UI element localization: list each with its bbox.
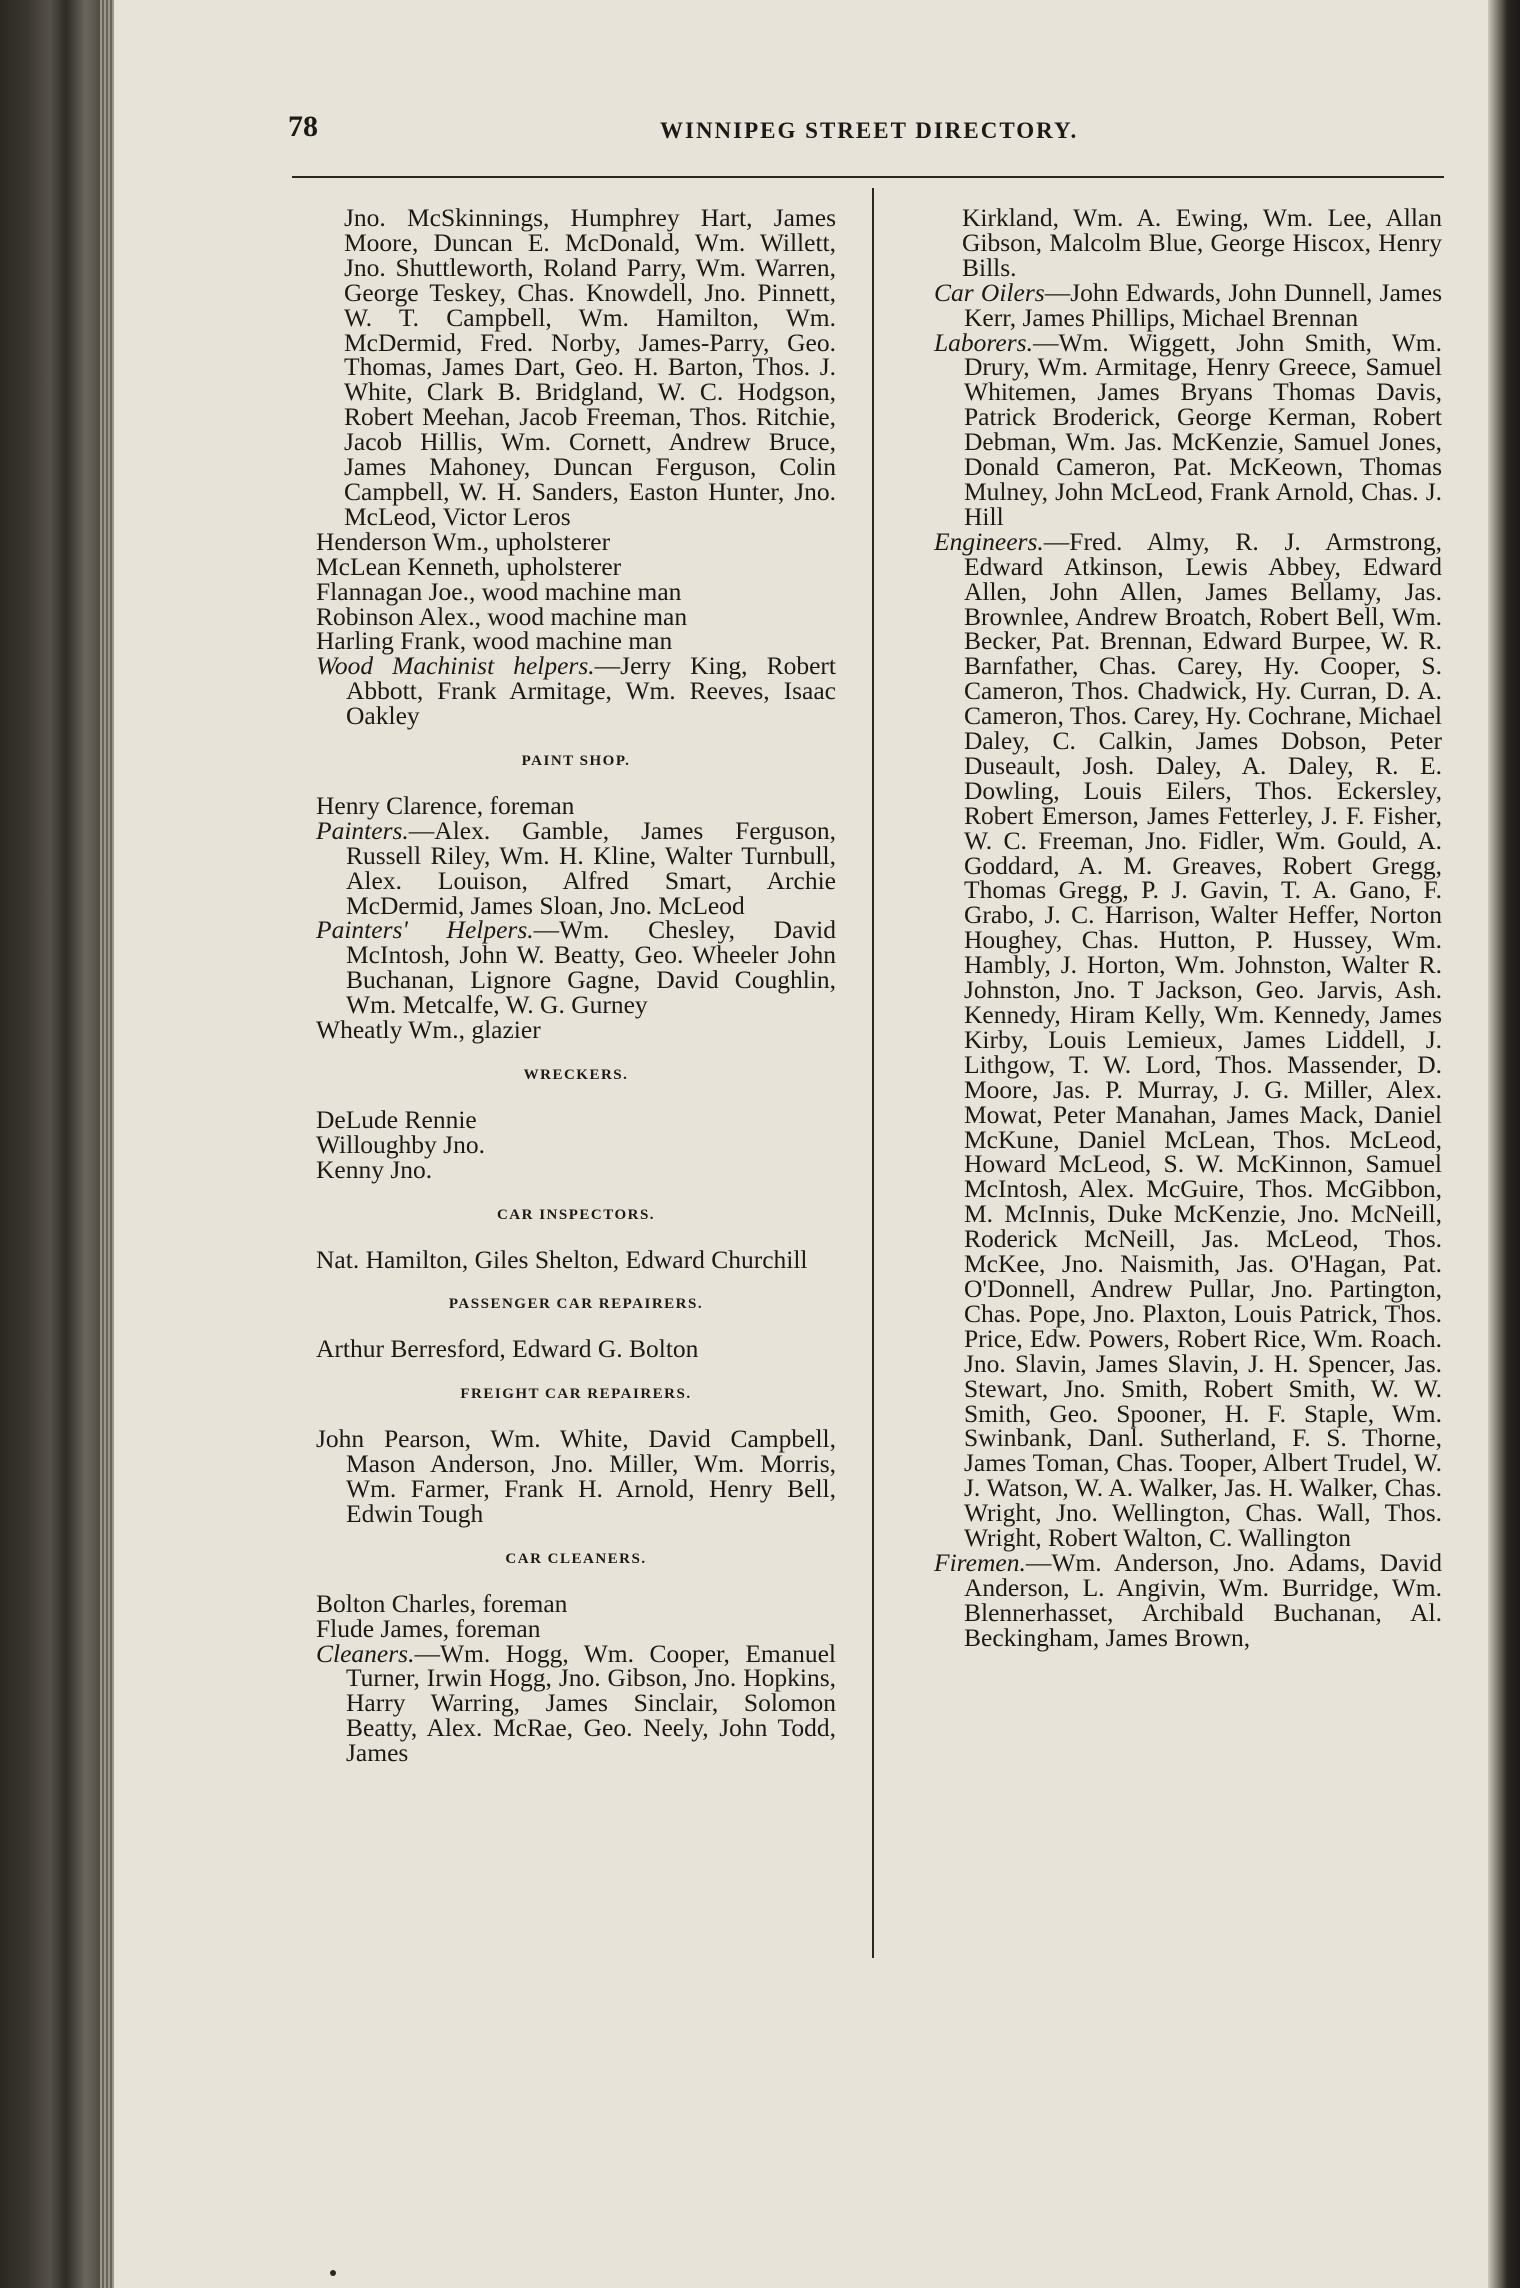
name-list: Kirkland, Wm. A. Ewing, Wm. Lee, Allan Gibson, Malcolm Blue, George Hiscox, Henry Bills.	[962, 203, 1442, 282]
trade-group	[934, 277, 1442, 332]
name-list: John Pearson, Wm. White, David Campbell, Mason Anderson, Jno. Miller, Wm. Morris, Wm. Farmer, Frank H. Arnold, Henry Bell, Edwin Tough	[316, 1424, 836, 1528]
section-heading: WRECKERS.	[523, 1067, 629, 1083]
section-heading: PAINT SHOP.	[521, 753, 631, 770]
right-column	[934, 203, 1442, 1652]
page-header	[288, 110, 1448, 150]
directory-entry: Kenny Jno.	[316, 1154, 433, 1184]
left-column	[316, 203, 836, 1768]
name-list: Jno. McSkinnings, Humphrey Hart, James Moore, Duncan E. McDonald, Wm. Willett, Jno. Shuttleworth, Roland Parry, Wm. Warren, George Teskey, Chas. Knowdell, Jno. Pinnett, W. T. Campbell, Wm. Hamilton, Wm. McDermid, Fred. Norby, James-Parry, Geo. Thomas, James Dart, Geo. H. Barton, Thos. J. White, Clark B. Bridgland, W. C. Hodgson, Robert Meehan, Jacob Freeman, Thos. Ritchie, Jacob Hillis, Wm. Cornett, Andrew Bruce, James Mahoney, Duncan Ferguson, Colin Campbell, W. H. Sanders, Easton Hunter, Jno. McLeod, Victor Leros	[344, 203, 836, 531]
trade-label: Laborers.	[934, 327, 1033, 357]
directory-entry: Bolton Charles, foreman	[316, 1588, 568, 1618]
name-list: Nat. Hamilton, Giles Shelton, Edward Churchill	[316, 1244, 808, 1274]
trade-names: —Alex. Gamble, James Ferguson, Russell Riley, Wm. H. Kline, Walter Turnbull, Alex. Louison, Alfred Smart, Archie McDermid, James Sloan, Jno. McLeod	[346, 815, 836, 920]
section-heading: CAR INSPECTORS.	[496, 1206, 656, 1223]
page-edges	[100, 0, 114, 2288]
directory-entry: Henry Clarence, foreman	[316, 790, 575, 820]
section-heading: PASSENGER CAR REPAIRERS.	[448, 1296, 704, 1313]
trade-names: —Wm. Chesley, David McIntosh, John W. Beatty, Geo. Wheeler John Buchanan, Lignore Gagne, David Coughlin, Wm. Metcalfe, W. G. Gurney	[346, 915, 836, 1020]
page-number: 78	[288, 110, 318, 143]
trade-group	[316, 651, 836, 731]
trade-label: Car Oilers	[934, 277, 1045, 307]
book-spine	[0, 0, 110, 2288]
header-rule	[292, 176, 1444, 178]
directory-entry: McLean Kenneth, upholsterer	[316, 551, 622, 581]
trade-group	[934, 327, 1442, 531]
directory-entry: Robinson Alex., wood machine man	[316, 601, 688, 631]
trade-names: —Wm. Wiggett, John Smith, Wm. Drury, Wm. Armitage, Henry Greece, Samuel Whitemen, James Bryans Thomas Davis, Patrick Broderick, George Kerman, Robert Debman, Wm. Jas. McKenzie, Samuel Jones, Donald Cameron, Pat. McKeown, Thomas Mulney, John McLeod, Frank Arnold, Chas. J. Hill	[964, 327, 1442, 531]
ink-speck	[330, 2270, 336, 2276]
running-title: WINNIPEG STREET DIRECTORY.	[660, 118, 1079, 143]
trade-group	[316, 815, 836, 920]
trade-label: Painters.	[316, 815, 409, 845]
section-heading: FREIGHT CAR REPAIRERS.	[460, 1386, 692, 1403]
trade-group	[316, 915, 836, 1020]
directory-entry: Flannagan Joe., wood machine man	[316, 576, 682, 606]
right-page-edge	[1488, 0, 1520, 2288]
trade-label: Engineers.	[934, 526, 1044, 556]
directory-entry: Willoughby Jno.	[316, 1129, 485, 1159]
trade-names: —Jerry King, Robert Abbott, Frank Armitage, Wm. Reeves, Isaac Oakley	[346, 651, 836, 731]
directory-entry: Henderson Wm., upholsterer	[316, 526, 611, 556]
directory-entry: Harling Frank, wood machine man	[316, 626, 673, 656]
directory-entry: Flude James, foreman	[316, 1613, 541, 1643]
trade-names: —Wm. Anderson, Jno. Adams, David Anderson, L. Angivin, Wm. Burridge, Wm. Blennerhasset, Archibald Buchanan, Al. Beckingham, James Brown,	[964, 1547, 1442, 1652]
column-divider	[872, 188, 874, 1958]
trade-label: Painters' Helpers.	[316, 915, 534, 945]
section-heading: CAR CLEANERS.	[505, 1550, 647, 1567]
directory-entry: DeLude Rennie	[316, 1104, 477, 1134]
trade-group	[316, 1638, 836, 1768]
trade-group	[934, 526, 1442, 1553]
trade-names: —John Edwards, John Dunnell, James Kerr, James Phillips, Michael Brennan	[964, 277, 1442, 332]
directory-entry: Wheatly Wm., glazier	[316, 1015, 541, 1045]
name-list: Arthur Berresford, Edward G. Bolton	[316, 1334, 699, 1364]
trade-label: Wood Machinist helpers.	[316, 651, 595, 681]
trade-names: —Wm. Hogg, Wm. Cooper, Emanuel Turner, Irwin Hogg, Jno. Gibson, Jno. Hopkins, Harry Warring, James Sinclair, Solomon Beatty, Alex. McRae, Geo. Neely, John Todd, James	[346, 1638, 836, 1768]
trade-label: Cleaners.	[316, 1638, 415, 1668]
trade-group	[934, 1547, 1442, 1652]
trade-label: Firemen.	[934, 1547, 1026, 1577]
trade-names: —Fred. Almy, R. J. Armstrong, Edward Atkinson, Lewis Abbey, Edward Allen, John Allen, James Bellamy, Jas. Brownlee, Andrew Broatch, Robert Bell, Wm. Becker, Pat. Brennan, Edward Burpee, W. R. Barnfather, Chas. Carey, Hy. Cooper, S. Cameron, Thos. Chadwick, Hy. Curran, D. A. Cameron, Thos. Carey, Hy. Cochrane, Michael Daley, C. Calkin, James Dobson, Peter Duseault, Josh. Daley, A. Daley, R. E. Dowling, Louis Eilers, Thos. Eckersley, Robert Emerson, James Fetterley, J. F. Fisher, W. C. Freeman, Jno. Fidler, Wm. Gould, A. Goddard, A. M. Greaves, Robert Gregg, Thomas Gregg, P. J. Gavin, T. A. Gano, F. Grabo, J. C. Harrison, Walter Heffer, Norton Houghey, Chas. Hutton, P. Hussey, Wm. Hambly, J. Horton, Wm. Johnston, Walter R. Johnston, Jno. T Jackson, Geo. Jarvis, Ash. Kennedy, Hiram Kelly, Wm. Kennedy, James Kirby, Louis Lemieux, James Liddell, J. Lithgow, T. W. Lord, Thos. Massender, D. Moore, Jas. P. Murray, J. G. Miller, Alex. Mowat, Peter Manahan, James Mack, Daniel McKune, Daniel McLean, Thos. McLeod, Howard McLeod, S. W. McKinnon, Samuel McIntosh, Alex. McGuire, Thos. McGibbon, M. McInnis, Duke McKenzie, Jno. McNeill, Roderick McNeill, Jas. McLeod, Thos. McKee, Jno. Naismith, Jas. O'Hagan, Pat. O'Donnell, Andrew Pullar, Jno. Partington, Chas. Pope, Jno. Plaxton, Louis Patrick, Thos. Price, Edw. Powers, Robert Rice, Wm. Roach. Jno. Slavin, James Slavin, J. H. Spencer, Jas. Stewart, Jno. Smith, Robert Smith, W. W. Smith, Geo. Spooner, H. F. Staple, Wm. Swinbank, Danl. Sutherland, F. S. Thorne, James Toman, Chas. Tooper, Albert Trudel, W. J. Watson, W. A. Walker, Jas. H. Walker, Chas. Wright, Jno. Wellington, Chas. Wall, Thos. Wright, Robert Walton, C. Wallington	[964, 526, 1442, 1553]
